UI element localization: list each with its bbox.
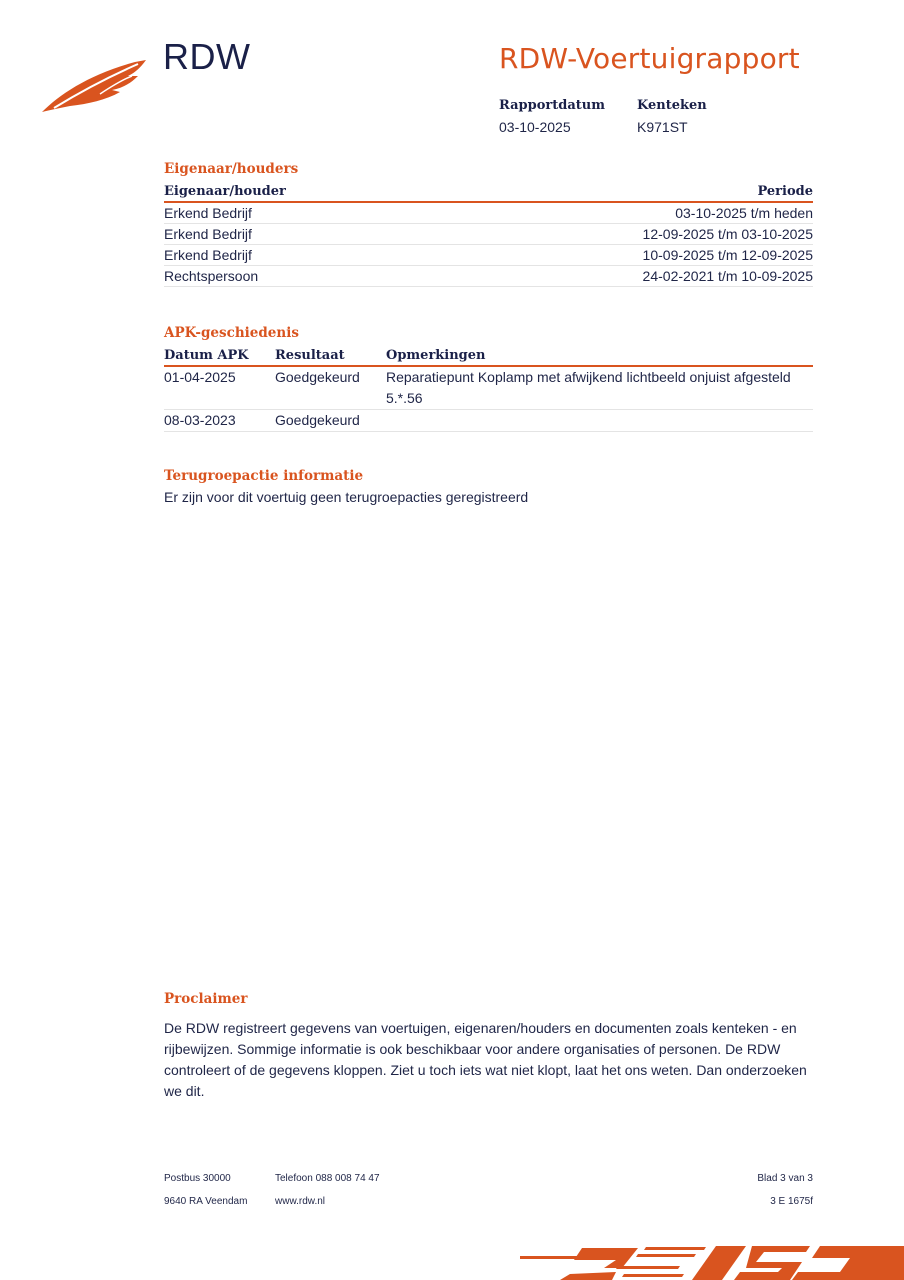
col-result-header: Resultaat [275, 345, 386, 366]
recall-text: Er zijn voor dit voertuig geen terugroepacties geregistreerd [164, 489, 529, 505]
report-date-label: Rapportdatum [499, 98, 605, 113]
apk-remarks-cell [386, 366, 813, 410]
footer-phone: Telefoon 088 008 74 47 [275, 1173, 380, 1184]
apk-date-cell: 08-03-2023 [164, 410, 275, 432]
rdw-logo-icon [40, 54, 150, 116]
table-row [164, 410, 813, 432]
apk-header-row [164, 345, 813, 366]
proclaimer-text [164, 1018, 824, 1102]
owner-cell: Erkend Bedrijf [164, 224, 435, 245]
col-remarks-header: Opmerkingen [386, 345, 813, 366]
footer-po-box: Postbus 30000 [164, 1173, 231, 1184]
table-row [164, 202, 813, 224]
footer-postcode-city: 9640 RA Veendam [164, 1196, 248, 1207]
plate-label: Kenteken [637, 98, 707, 113]
report-date-value: 03-10-2025 [499, 119, 571, 135]
apk-table [164, 345, 813, 432]
logo-text: RDW [163, 36, 251, 77]
owners-section-title: Eigenaar/houders [164, 161, 299, 177]
period-cell: 24-02-2021 t/m 10-09-2025 [435, 266, 813, 287]
table-row [164, 266, 813, 287]
table-row [164, 366, 813, 410]
apk-result-cell: Goedgekeurd [275, 366, 386, 410]
proclaimer-line: controleert of de gegevens kloppen. Ziet u toch iets wat niet klopt, laat het ons weten. Dan onderzoeken [164, 1062, 807, 1078]
owner-cell: Erkend Bedrijf [164, 245, 435, 266]
apk-section-title: APK-geschiedenis [164, 325, 299, 341]
recall-section-title: Terugroepactie informatie [164, 468, 364, 484]
period-cell: 10-09-2025 t/m 12-09-2025 [435, 245, 813, 266]
footer-website: www.rdw.nl [275, 1196, 326, 1207]
period-cell: 03-10-2025 t/m heden [435, 202, 813, 224]
owner-cell: Rechtspersoon [164, 266, 435, 287]
owners-header-row [164, 181, 813, 202]
owner-cell: Erkend Bedrijf [164, 202, 435, 224]
report-title: RDW-Voertuigrapport [499, 42, 800, 75]
footer-page-number: Blad 3 van 3 [757, 1173, 813, 1184]
proclaimer-line: De RDW registreert gegevens van voertuigen, eigenaren/houders en documenten zoals kenteken - en [164, 1020, 797, 1036]
period-cell: 12-09-2025 t/m 03-10-2025 [435, 224, 813, 245]
apk-remarks-line: Reparatiepunt Koplamp met afwijkend lichtbeeld onjuist afgesteld [386, 369, 791, 385]
proclaimer-line: rijbewijzen. Sommige informatie is ook beschikbaar voor andere organisaties of personen. De RDW [164, 1041, 781, 1057]
proclaimer-section-title: Proclaimer [164, 991, 248, 1007]
table-row [164, 224, 813, 245]
apk-date-cell: 01-04-2025 [164, 366, 275, 410]
table-row [164, 245, 813, 266]
rdw-stripes-decoration-icon [520, 1244, 904, 1280]
proclaimer-line: we dit. [164, 1083, 205, 1099]
footer-code: 3 E 1675f [770, 1196, 813, 1207]
owners-table [164, 181, 813, 287]
apk-result-cell: Goedgekeurd [275, 410, 386, 432]
col-period-header: Periode [435, 181, 813, 202]
apk-remarks-cell [386, 410, 813, 432]
col-date-header: Datum APK [164, 345, 275, 366]
plate-value: K971ST [637, 119, 688, 135]
apk-remarks-line: 5.*.56 [386, 390, 423, 406]
col-owner-header: Eigenaar/houder [164, 181, 435, 202]
